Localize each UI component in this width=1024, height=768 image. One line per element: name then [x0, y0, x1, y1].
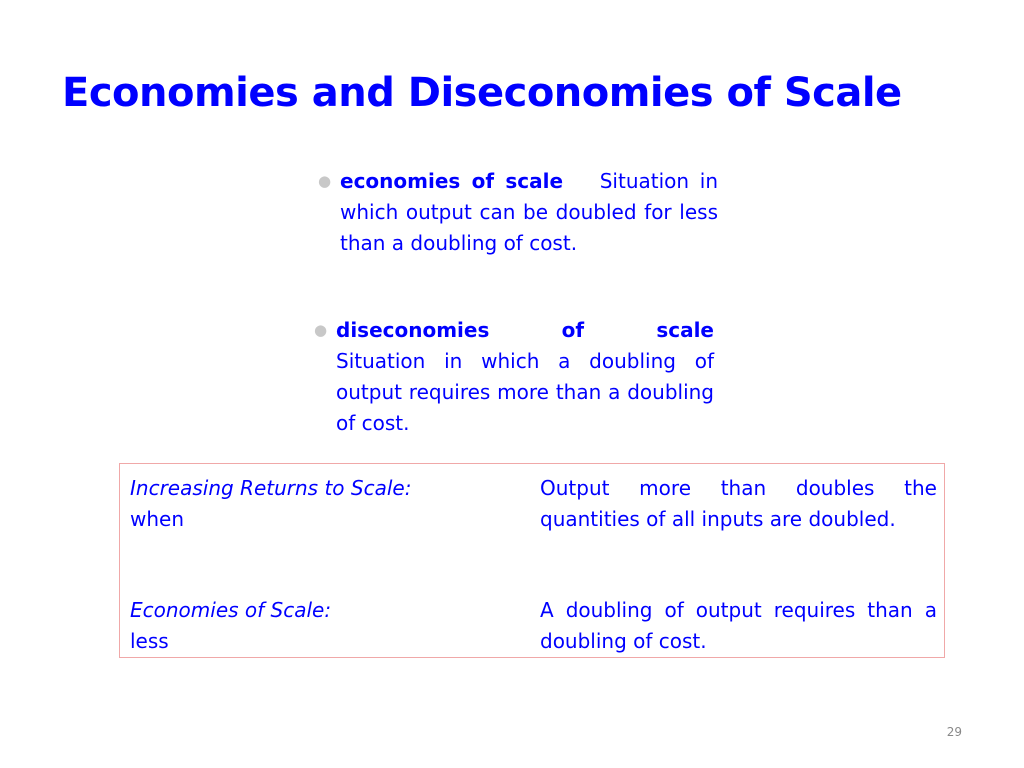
box-row-label-italic: Economies of Scale: [130, 598, 332, 622]
box-row-label [130, 595, 510, 657]
box-row-label-suffix: when [130, 507, 185, 531]
definition-description: Situation in which a doubling of output requires more than a doubling of cost. [336, 349, 714, 435]
bullet-icon: ● [318, 172, 332, 190]
slide-title: Economies and Diseconomies of Scale [62, 70, 902, 116]
box-row-label-suffix: less [130, 629, 169, 653]
box-row-label-italic: Increasing Returns to Scale: [130, 476, 412, 500]
page-number: 29 [946, 725, 962, 739]
definition-term: diseconomies of scale [336, 318, 714, 342]
box-row-description: A doubling of output requires than a doubling of cost. [540, 598, 937, 653]
definition-economies-of-scale [318, 166, 718, 259]
box-row-label [130, 473, 510, 535]
returns-to-scale-box [119, 463, 945, 658]
bullet-icon: ● [314, 321, 328, 339]
definition-term: economies of scale [340, 169, 564, 193]
box-row-description: Output more than doubles the quantities of all inputs are doubled. [540, 476, 937, 531]
definition-description: Situation in which output can be doubled for less than a doubling of cost. [340, 169, 718, 255]
definition-diseconomies-of-scale [314, 315, 714, 439]
